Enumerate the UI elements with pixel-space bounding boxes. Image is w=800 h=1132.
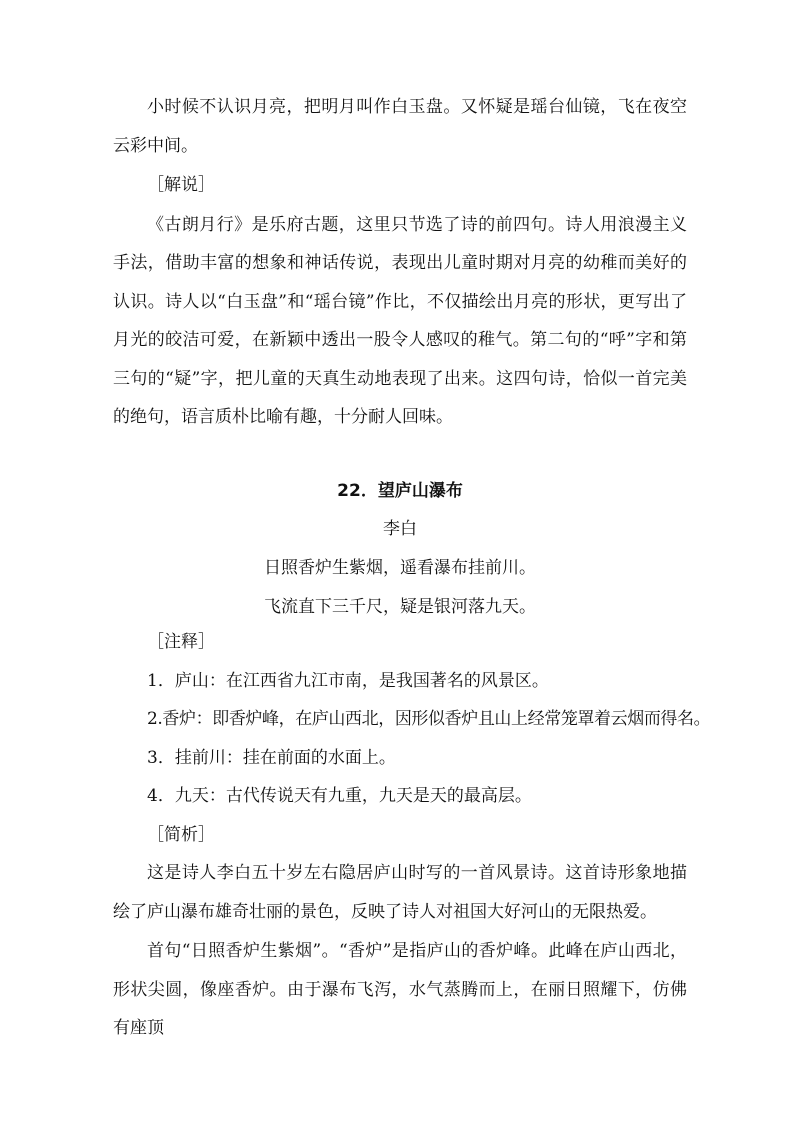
note-item: 3．挂前川：挂在前面的水面上。: [147, 747, 396, 768]
analysis-paragraph: 首句“日照香炉生紫烟”。“香炉”是指庐山的香炉峰。此峰在庐山西北，形状尖圆，像座香炉。由于瀑布飞泻，水气蒸腾而上，在丽日照耀下，仿佛有座顶: [113, 941, 687, 1038]
note-item: 4．九天：古代传说天有九重，九天是天的最高层。: [147, 786, 532, 806]
poem-line-1: 日照香炉生紫烟，遥看瀑布挂前川。: [264, 558, 536, 578]
previous-poem-section: [113, 88, 687, 437]
analysis-paragraph: 这是诗人李白五十岁左右隐居庐山时写的一首风景诗。这首诗形象地描绘了庐山瀑布雄奇壮丽的景色，反映了诗人对祖国大好河山的无限热爱。: [113, 863, 687, 922]
poem-line-2: 飞流直下三千尺，疑是银河落九天。: [264, 597, 536, 617]
analysis-label: ［简析］: [147, 824, 215, 845]
commentary-label: ［解说］: [147, 175, 215, 195]
poem-title: 22．望庐山瀑布: [337, 481, 463, 501]
note-item: 2.香炉：即香炉峰，在庐山西北，因形似香炉且山上经常笼罩着云烟而得名。: [147, 709, 711, 729]
note-item: 1．庐山：在江西省九江市南，是我国著名的风景区。: [147, 670, 549, 691]
notes-label: ［注释］: [147, 632, 215, 652]
previous-poem-translation: 小时候不认识月亮，把明月叫作白玉盘。又怀疑是瑶台仙镜，飞在夜空云彩中间。: [113, 97, 687, 156]
commentary-paragraph: 《古朗月行》是乐府古题，这里只节选了诗的前四句。诗人用浪漫主义手法，借助丰富的想象和神话传说，表现出儿童时期对月亮的幼稚而美好的认识。诗人以“白玉盘”和“瑶台镜”作比，不仅描绘出月亮的形状，更写出了月光的皎洁可爱，在新颖中透出一股令人感叹的稚气。第二句的“呼”字和第三句的“疑”字，把儿童的天真生动地表现了出来。这四句诗，恰似一首完美的绝句，语言质朴比喻有趣，十分耐人回味。: [113, 214, 687, 427]
poem-author: 李白: [383, 519, 417, 539]
notes-section: [113, 623, 711, 1048]
